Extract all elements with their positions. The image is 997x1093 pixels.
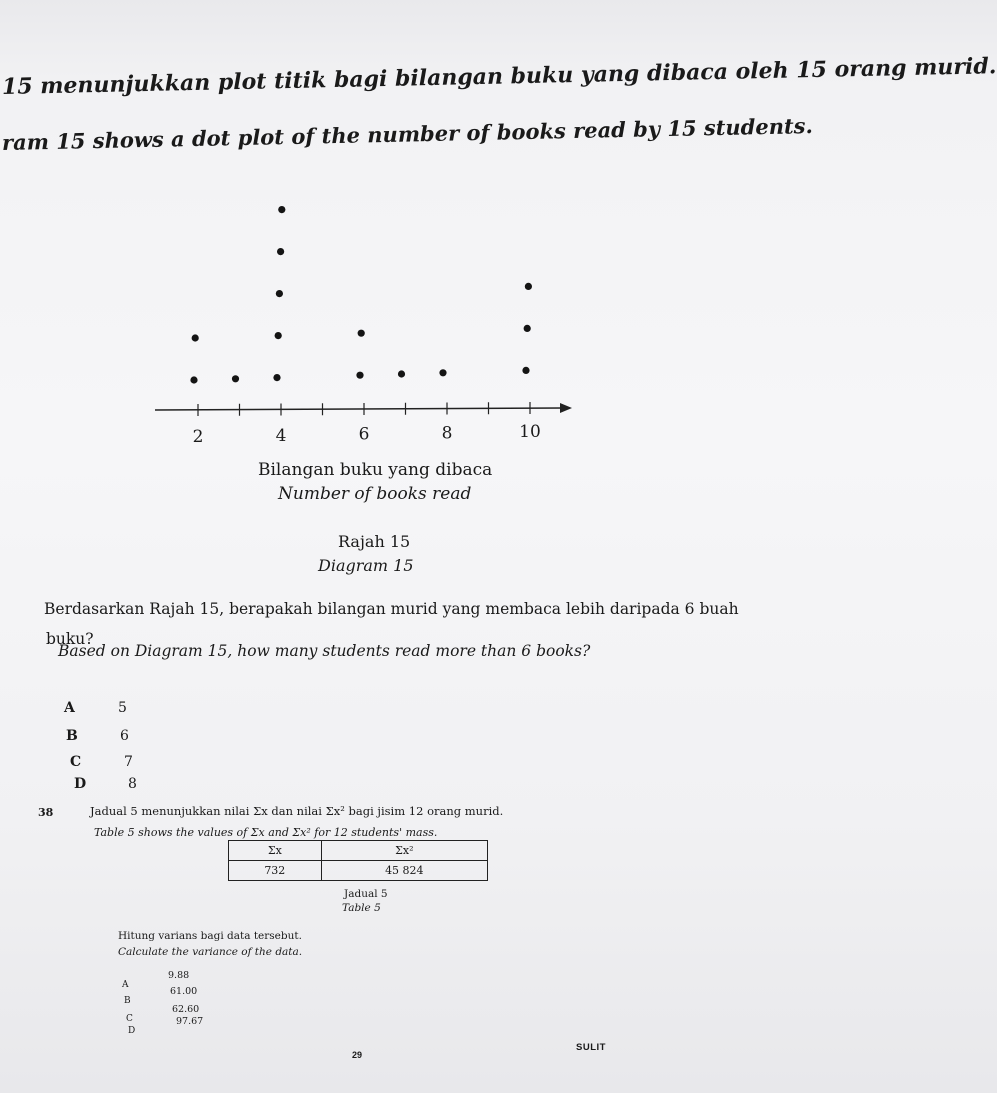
intro-english: ram 15 shows a dot plot of the number of books read by 15 students. (1, 113, 814, 155)
data-dot (277, 248, 284, 255)
option-letter: B (124, 996, 131, 1006)
data-dot (192, 334, 199, 341)
table-cell-sum-x-squared: 45 824 (321, 861, 487, 881)
option-letter: B (66, 728, 78, 744)
option-value: 7 (124, 754, 133, 770)
table-caption-malay: Jadual 5 (344, 888, 388, 900)
table-cell-sum-x: 732 (229, 861, 322, 881)
data-dot (232, 375, 239, 382)
table-row (229, 861, 488, 881)
data-dot (190, 376, 197, 383)
x-tick-label: 2 (192, 427, 204, 447)
data-table (228, 840, 488, 881)
diagram-caption-malay: Rajah 15 (338, 532, 411, 551)
page-number: 29 (352, 1050, 363, 1060)
x-axis-arrow (560, 403, 572, 413)
data-dot (358, 330, 365, 337)
table-header-sum-x: Σx (229, 841, 322, 861)
table-header-sum-x-squared: Σx² (321, 841, 487, 861)
q37-text-malay-2: buku? (46, 630, 94, 648)
q37-text-malay-1: Berdasarkan Rajah 15, berapakah bilangan murid yang membaca lebih daripada 6 buah (44, 600, 739, 618)
x-axis-label-malay: Bilangan buku yang dibaca (258, 460, 493, 480)
data-dot (522, 367, 529, 374)
q38-text-malay: Jadual 5 menunjukkan nilai Σx dan nilai Σx² bagi jisim 12 orang murid. (90, 804, 504, 818)
option-value: 8 (128, 776, 137, 792)
q38-instruction-malay: Hitung varians bagi data tersebut. (118, 930, 302, 942)
option-letter: C (70, 754, 82, 770)
intro-malay: 15 menunjukkan plot titik bagi bilangan buku yang dibaca oleh 15 orang murid. (1, 53, 997, 100)
diagram-caption-english: Diagram 15 (318, 556, 414, 575)
q37-text-english: Based on Diagram 15, how many students read more than 6 books? (58, 642, 591, 660)
data-dot (278, 206, 285, 213)
data-dot (398, 370, 405, 377)
data-dot (273, 374, 280, 381)
data-dot (524, 325, 531, 332)
x-axis-label-english: Number of books read (278, 484, 472, 504)
x-tick-label: 4 (275, 425, 287, 446)
option-value: 5 (118, 700, 127, 716)
x-tick-label: 10 (519, 422, 541, 443)
option-letter: D (128, 1026, 136, 1036)
data-dot (525, 283, 532, 290)
data-dot (356, 372, 363, 379)
option-letter: C (126, 1014, 133, 1024)
x-axis-line (155, 408, 564, 410)
option-value: 9.88 (168, 970, 190, 981)
data-dot (275, 332, 282, 339)
sulit-label: SULIT (576, 1042, 606, 1053)
q38-instruction-english: Calculate the variance of the data. (118, 946, 303, 958)
table-row (229, 841, 488, 861)
x-tick-label: 6 (358, 424, 370, 445)
option-letter: A (64, 700, 75, 716)
q38-number: 38 (38, 806, 54, 819)
option-value: 62.60 (172, 1004, 200, 1015)
x-tick-label: 8 (441, 423, 453, 444)
option-value: 61.00 (170, 986, 198, 997)
data-dot (439, 369, 446, 376)
data-dot (276, 290, 283, 297)
option-value: 97.67 (176, 1016, 204, 1027)
option-letter: A (122, 980, 129, 990)
table-caption-english: Table 5 (342, 902, 381, 914)
option-value: 6 (120, 728, 129, 744)
q38-text-english: Table 5 shows the values of Σx and Σx² for 12 students' mass. (94, 826, 438, 839)
option-letter: D (74, 776, 87, 792)
